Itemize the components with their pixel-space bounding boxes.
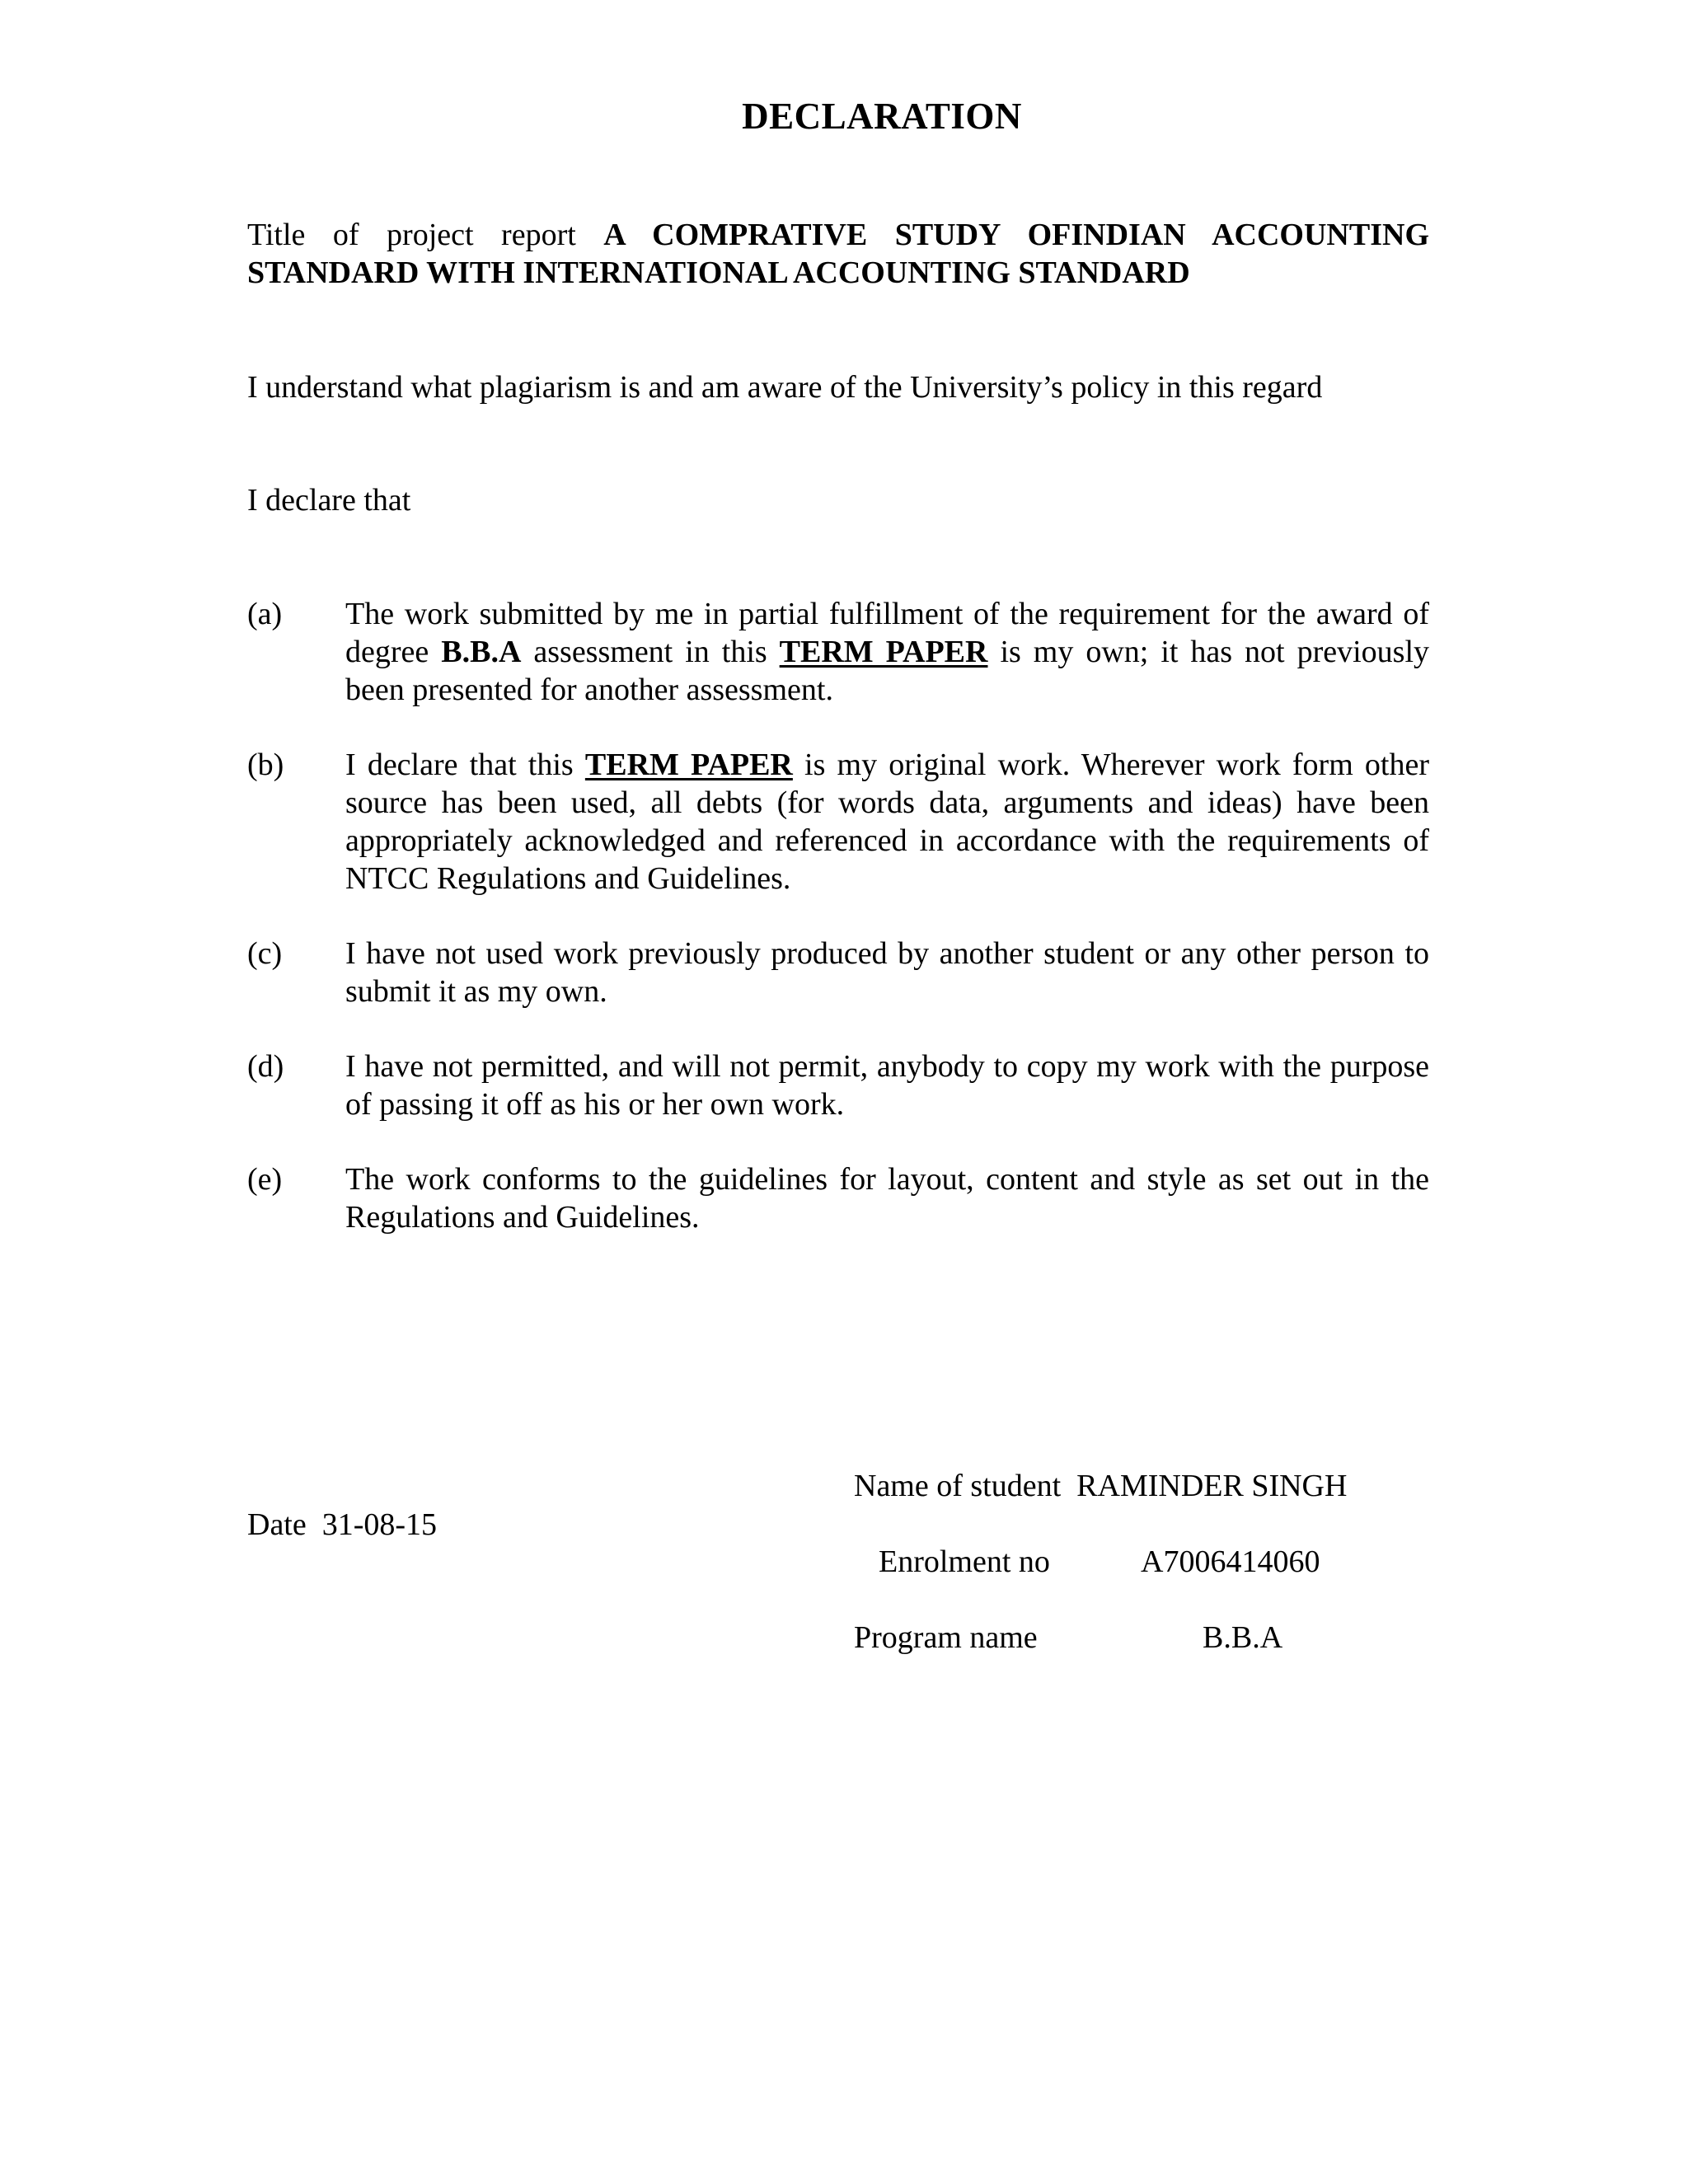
item-text-part: is my own; it has not previously been presented for another assessment. [345,635,1430,707]
item-text: I have not permitted, and will not permit, anybody to copy my work with the purpose of passing it off as his or her own work. [345,1049,1429,1122]
project-title-line1 [247,216,1429,254]
project-title-bold-part1: A COMPRATIVE STUDY OFINDIAN ACCOUNTING [603,218,1430,252]
item-text-part: I declare that this [345,748,574,782]
program-value: B.B.A [1203,1620,1283,1655]
enrolment-label: Enrolment no [879,1544,1050,1579]
item-text [345,746,1429,898]
plagiarism-statement: I understand what plagiarism is and am aware of the University’s policy in this regard [247,370,1323,405]
student-name-line [854,1467,1347,1505]
project-title-prefix: Title of project report [247,218,576,252]
program-label: Program name [854,1620,1038,1655]
date-label: Date [247,1507,307,1542]
item-text: The work conforms to the guidelines for layout, content and style as set out in the Regulations and Guidelines. [345,1162,1429,1235]
item-text [345,595,1429,709]
item-label: (a) [247,597,283,631]
student-name-label: Name of student [854,1469,1062,1503]
item-label: (b) [247,748,284,782]
project-title-block [247,216,1429,292]
item-label: (e) [247,1162,283,1197]
student-name-value: RAMINDER SINGH [1076,1469,1348,1503]
term-paper-label: TERM PAPER [779,635,988,669]
item-label: (c) [247,936,283,971]
item-text-part: The work submitted by me in partial fulfillment of the requirement for the award of degree [345,597,1429,669]
enrolment-value: A7006414060 [1141,1544,1320,1579]
item-text-part: is my original work. Wherever work form other source has been used, all debts (for words data, arguments and ideas) have been appropriately acknowledged and referenced in accordance with the requirements of NTCC Regulations and Guidelines. [345,748,1430,896]
item-text-part: assessment in this [533,635,767,669]
declare-intro: I declare that [247,483,411,518]
degree-name: B.B.A [441,635,522,669]
project-title-bold-part2: STANDARD WITH INTERNATIONAL ACCOUNTING STANDARD [247,255,1190,290]
date-value: 31-08-15 [321,1507,438,1542]
item-text: I have not used work previously produced by another student or any other person to submit it as my own. [345,936,1429,1009]
item-label: (d) [247,1049,284,1084]
term-paper-label: TERM PAPER [584,748,793,782]
date-line [247,1506,437,1544]
page-title: DECLARATION [742,96,1022,137]
